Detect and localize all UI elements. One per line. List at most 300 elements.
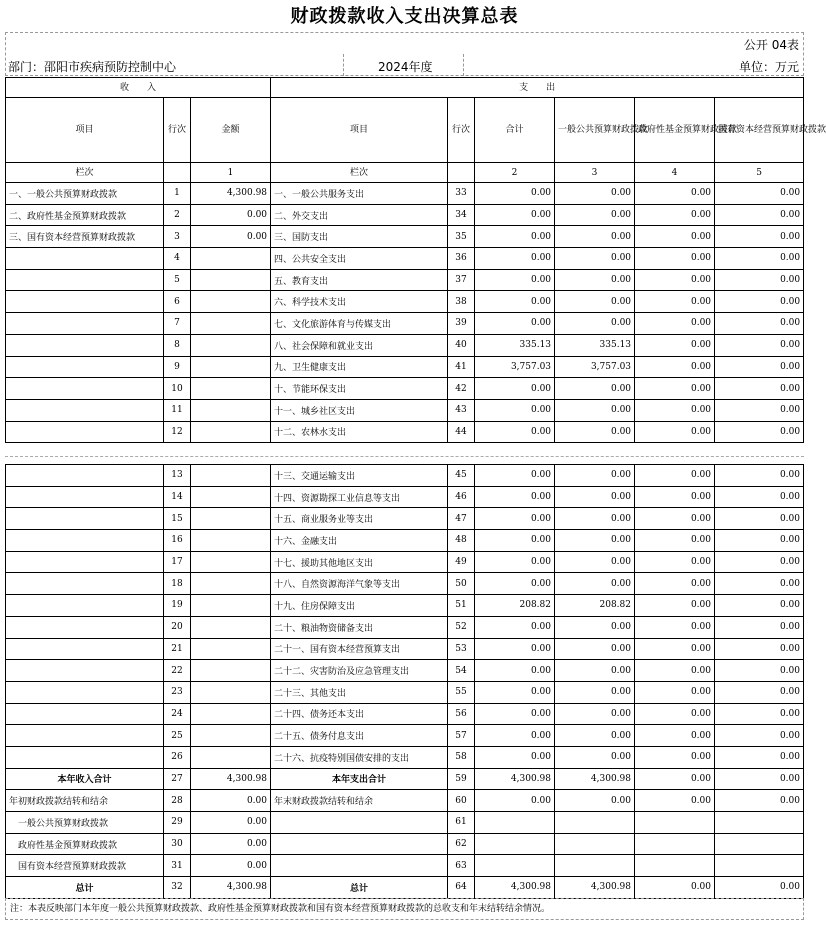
table-row bbox=[6, 508, 804, 530]
income-rowno-cell: 6 bbox=[164, 291, 191, 313]
expense-rowno-cell: 47 bbox=[448, 508, 475, 530]
income-rowno-cell: 23 bbox=[164, 681, 191, 703]
income-amount-cell bbox=[191, 746, 271, 768]
income-amount-cell bbox=[191, 269, 271, 291]
footnote: 注：本表反映部门本年度一般公共预算财政拨款、政府性基金预算财政拨款和国有资本经营预算财政拨款的总收支和年末结转结余情况。 bbox=[5, 898, 804, 920]
income-rowno-cell: 22 bbox=[164, 660, 191, 682]
general-budget-cell: 0.00 bbox=[555, 399, 635, 421]
income-amount-cell bbox=[191, 703, 271, 725]
income-item-cell bbox=[6, 573, 164, 595]
income-amount-cell bbox=[191, 334, 271, 356]
gov-fund-cell: 0.00 bbox=[635, 703, 715, 725]
total-cell: 0.00 bbox=[475, 508, 555, 530]
expense-rowno-cell: 61 bbox=[448, 812, 475, 834]
expense-item-header: 项目 bbox=[271, 98, 448, 163]
income-item-cell bbox=[6, 530, 164, 552]
expense-rowno-cell: 34 bbox=[448, 204, 475, 226]
expense-item-cell: 二十三、其他支出 bbox=[271, 681, 448, 703]
expense-rowno-cell: 43 bbox=[448, 399, 475, 421]
general-budget-cell: 4,300.98 bbox=[555, 768, 635, 790]
gov-fund-cell: 0.00 bbox=[635, 378, 715, 400]
state-capital-cell: 0.00 bbox=[715, 768, 804, 790]
table-row bbox=[6, 465, 804, 487]
expense-rowno-cell: 37 bbox=[448, 269, 475, 291]
finance-table-page1 bbox=[5, 77, 826, 443]
table-row bbox=[6, 486, 804, 508]
income-rowno-cell: 31 bbox=[164, 855, 191, 877]
expense-rowno-cell: 42 bbox=[448, 378, 475, 400]
table-row bbox=[6, 334, 804, 356]
income-item-cell: 本年收入合计 bbox=[6, 768, 164, 790]
gov-fund-cell: 0.00 bbox=[635, 486, 715, 508]
expense-header: 支 出 bbox=[271, 78, 804, 98]
gov-fund-cell: 0.00 bbox=[635, 573, 715, 595]
general-budget-cell: 0.00 bbox=[555, 508, 635, 530]
total-cell: 0.00 bbox=[475, 378, 555, 400]
income-item-cell bbox=[6, 660, 164, 682]
income-rowno-cell: 21 bbox=[164, 638, 191, 660]
expense-item-cell: 十七、援助其他地区支出 bbox=[271, 551, 448, 573]
table-row bbox=[6, 421, 804, 443]
general-budget-header: 一般公共预算财政拨款 bbox=[555, 98, 635, 163]
table-row bbox=[6, 313, 804, 335]
state-capital-cell: 0.00 bbox=[715, 877, 804, 899]
expense-rowno-cell: 60 bbox=[448, 790, 475, 812]
department-label: 部门：邵阳市疾病预防控制中心 bbox=[8, 60, 177, 74]
gov-fund-cell bbox=[635, 833, 715, 855]
total-cell: 0.00 bbox=[475, 204, 555, 226]
state-capital-cell: 0.00 bbox=[715, 313, 804, 335]
expense-item-cell: 二十四、债务还本支出 bbox=[271, 703, 448, 725]
expense-item-cell: 二十五、债务付息支出 bbox=[271, 725, 448, 747]
state-capital-cell: 0.00 bbox=[715, 790, 804, 812]
expense-rowno-cell: 52 bbox=[448, 616, 475, 638]
general-budget-cell: 208.82 bbox=[555, 595, 635, 617]
income-amount-cell bbox=[191, 551, 271, 573]
income-amount-cell: 4,300.98 bbox=[191, 183, 271, 205]
total-cell: 0.00 bbox=[475, 421, 555, 443]
state-capital-cell: 0.00 bbox=[715, 746, 804, 768]
income-item-cell bbox=[6, 616, 164, 638]
total-cell: 0.00 bbox=[475, 465, 555, 487]
state-capital-cell: 0.00 bbox=[715, 703, 804, 725]
income-amount-cell bbox=[191, 660, 271, 682]
table-row bbox=[6, 183, 804, 205]
gov-fund-cell: 0.00 bbox=[635, 183, 715, 205]
gov-fund-cell: 0.00 bbox=[635, 399, 715, 421]
gov-fund-cell: 0.00 bbox=[635, 291, 715, 313]
income-item-cell: 三、国有资本经营预算财政拨款 bbox=[6, 226, 164, 248]
expense-item-cell: 十八、自然资源海洋气象等支出 bbox=[271, 573, 448, 595]
income-rowno-cell: 5 bbox=[164, 269, 191, 291]
expense-rowno-cell: 39 bbox=[448, 313, 475, 335]
income-rowno-cell: 16 bbox=[164, 530, 191, 552]
general-budget-cell: 0.00 bbox=[555, 530, 635, 552]
total-cell: 0.00 bbox=[475, 703, 555, 725]
income-item-cell bbox=[6, 746, 164, 768]
expense-item-cell: 二十一、国有资本经营预算支出 bbox=[271, 638, 448, 660]
income-amount-cell bbox=[191, 508, 271, 530]
expense-rowno-cell: 54 bbox=[448, 660, 475, 682]
total-cell: 0.00 bbox=[475, 790, 555, 812]
expense-item-cell: 八、社会保障和就业支出 bbox=[271, 334, 448, 356]
income-rowno-cell: 3 bbox=[164, 226, 191, 248]
general-budget-cell: 0.00 bbox=[555, 790, 635, 812]
expense-rowno-cell: 50 bbox=[448, 573, 475, 595]
table-row bbox=[6, 204, 804, 226]
column-header-row bbox=[6, 98, 804, 163]
gov-fund-cell bbox=[635, 812, 715, 834]
gov-fund-cell: 0.00 bbox=[635, 421, 715, 443]
total-cell bbox=[475, 855, 555, 877]
table-row bbox=[6, 638, 804, 660]
expense-item-cell: 十四、资源勘探工业信息等支出 bbox=[271, 486, 448, 508]
income-item-cell bbox=[6, 378, 164, 400]
general-budget-cell: 0.00 bbox=[555, 226, 635, 248]
state-capital-cell: 0.00 bbox=[715, 291, 804, 313]
total-cell: 335.13 bbox=[475, 334, 555, 356]
col-index-empty bbox=[164, 163, 191, 183]
total-cell bbox=[475, 833, 555, 855]
general-budget-cell: 0.00 bbox=[555, 269, 635, 291]
income-item-cell bbox=[6, 681, 164, 703]
income-rowno-cell: 30 bbox=[164, 833, 191, 855]
table-row bbox=[6, 291, 804, 313]
general-budget-cell: 0.00 bbox=[555, 486, 635, 508]
income-rowno-cell: 2 bbox=[164, 204, 191, 226]
income-amount-cell: 0.00 bbox=[191, 833, 271, 855]
income-rowno-cell: 25 bbox=[164, 725, 191, 747]
state-capital-cell bbox=[715, 812, 804, 834]
income-rowno-cell: 1 bbox=[164, 183, 191, 205]
expense-item-cell: 十三、交通运输支出 bbox=[271, 465, 448, 487]
expense-rowno-cell: 35 bbox=[448, 226, 475, 248]
income-item-cell: 国有资本经营预算财政拨款 bbox=[6, 855, 164, 877]
income-item-cell bbox=[6, 421, 164, 443]
income-item-cell bbox=[6, 356, 164, 378]
total-cell: 0.00 bbox=[475, 616, 555, 638]
income-rowno-cell: 17 bbox=[164, 551, 191, 573]
income-rowno-cell: 10 bbox=[164, 378, 191, 400]
state-capital-cell: 0.00 bbox=[715, 660, 804, 682]
table-row bbox=[6, 833, 804, 855]
table-row bbox=[6, 877, 804, 899]
income-rowno-cell: 19 bbox=[164, 595, 191, 617]
state-capital-cell: 0.00 bbox=[715, 204, 804, 226]
total-cell: 0.00 bbox=[475, 226, 555, 248]
meta-divider bbox=[463, 54, 464, 76]
income-amount-cell bbox=[191, 595, 271, 617]
income-amount-cell: 0.00 bbox=[191, 790, 271, 812]
income-item-cell bbox=[6, 334, 164, 356]
income-amount-cell bbox=[191, 465, 271, 487]
income-amount-cell bbox=[191, 421, 271, 443]
general-budget-cell: 0.00 bbox=[555, 660, 635, 682]
general-budget-cell bbox=[555, 855, 635, 877]
expense-rowno-cell: 41 bbox=[448, 356, 475, 378]
gov-fund-cell: 0.00 bbox=[635, 508, 715, 530]
state-capital-cell: 0.00 bbox=[715, 248, 804, 270]
expense-rowno-cell: 33 bbox=[448, 183, 475, 205]
expense-item-cell: 十六、金融支出 bbox=[271, 530, 448, 552]
expense-item-cell: 十五、商业服务业等支出 bbox=[271, 508, 448, 530]
income-amount-cell: 0.00 bbox=[191, 204, 271, 226]
expense-item-cell: 年末财政拨款结转和结余 bbox=[271, 790, 448, 812]
state-capital-cell: 0.00 bbox=[715, 269, 804, 291]
general-budget-cell: 0.00 bbox=[555, 703, 635, 725]
col-index-5: 5 bbox=[715, 163, 804, 183]
income-item-cell bbox=[6, 703, 164, 725]
table-row bbox=[6, 812, 804, 834]
expense-rowno-cell: 40 bbox=[448, 334, 475, 356]
income-item-cell bbox=[6, 638, 164, 660]
table-row bbox=[6, 746, 804, 768]
expense-rowno-cell: 62 bbox=[448, 833, 475, 855]
income-rowno-cell: 8 bbox=[164, 334, 191, 356]
general-budget-cell: 0.00 bbox=[555, 248, 635, 270]
income-header: 收 入 bbox=[6, 78, 271, 98]
income-amount-cell: 4,300.98 bbox=[191, 877, 271, 899]
income-rowno-cell: 12 bbox=[164, 421, 191, 443]
expense-item-cell: 九、卫生健康支出 bbox=[271, 356, 448, 378]
income-rowno-cell: 4 bbox=[164, 248, 191, 270]
table-row bbox=[6, 595, 804, 617]
expense-rowno-cell: 44 bbox=[448, 421, 475, 443]
income-amount-header: 金额 bbox=[191, 98, 271, 163]
table-row bbox=[6, 356, 804, 378]
income-rowno-cell: 15 bbox=[164, 508, 191, 530]
state-capital-cell: 0.00 bbox=[715, 399, 804, 421]
income-item-cell: 年初财政拨款结转和结余 bbox=[6, 790, 164, 812]
expense-rowno-cell: 38 bbox=[448, 291, 475, 313]
income-item-cell bbox=[6, 399, 164, 421]
table-row bbox=[6, 725, 804, 747]
expense-item-cell: 十、节能环保支出 bbox=[271, 378, 448, 400]
page-break bbox=[0, 452, 809, 462]
income-amount-cell bbox=[191, 638, 271, 660]
gov-fund-cell: 0.00 bbox=[635, 616, 715, 638]
general-budget-cell: 0.00 bbox=[555, 638, 635, 660]
total-cell: 0.00 bbox=[475, 248, 555, 270]
income-item-cell: 二、政府性基金预算财政拨款 bbox=[6, 204, 164, 226]
expense-item-cell: 十二、农林水支出 bbox=[271, 421, 448, 443]
expense-item-cell: 本年支出合计 bbox=[271, 768, 448, 790]
income-item-cell bbox=[6, 248, 164, 270]
table-row bbox=[6, 248, 804, 270]
income-rowno-cell: 27 bbox=[164, 768, 191, 790]
expense-rowno-cell: 57 bbox=[448, 725, 475, 747]
expense-rowno-cell: 63 bbox=[448, 855, 475, 877]
expense-rowno-cell: 53 bbox=[448, 638, 475, 660]
state-capital-cell: 0.00 bbox=[715, 334, 804, 356]
expense-rowno-cell: 45 bbox=[448, 465, 475, 487]
meta-divider bbox=[343, 54, 344, 76]
table-row bbox=[6, 573, 804, 595]
gov-fund-cell: 0.00 bbox=[635, 638, 715, 660]
income-rowno-cell: 7 bbox=[164, 313, 191, 335]
total-cell: 4,300.98 bbox=[475, 877, 555, 899]
gov-fund-cell: 0.00 bbox=[635, 204, 715, 226]
gov-fund-cell: 0.00 bbox=[635, 530, 715, 552]
income-rowno-cell: 26 bbox=[164, 746, 191, 768]
income-amount-cell: 0.00 bbox=[191, 812, 271, 834]
general-budget-cell: 0.00 bbox=[555, 681, 635, 703]
total-cell: 0.00 bbox=[475, 313, 555, 335]
total-cell: 0.00 bbox=[475, 638, 555, 660]
gov-fund-cell: 0.00 bbox=[635, 465, 715, 487]
gov-fund-cell: 0.00 bbox=[635, 681, 715, 703]
expense-rowno-cell: 46 bbox=[448, 486, 475, 508]
expense-rowno-cell: 49 bbox=[448, 551, 475, 573]
total-cell: 0.00 bbox=[475, 530, 555, 552]
gov-fund-cell: 0.00 bbox=[635, 356, 715, 378]
total-cell: 208.82 bbox=[475, 595, 555, 617]
general-budget-cell: 0.00 bbox=[555, 573, 635, 595]
report-title: 财政拨款收入支出决算总表 bbox=[290, 6, 519, 27]
table-row bbox=[6, 530, 804, 552]
table-row bbox=[6, 226, 804, 248]
total-cell: 0.00 bbox=[475, 291, 555, 313]
general-budget-cell: 4,300.98 bbox=[555, 877, 635, 899]
income-amount-cell bbox=[191, 313, 271, 335]
income-rowno-cell: 29 bbox=[164, 812, 191, 834]
income-rowno-cell: 24 bbox=[164, 703, 191, 725]
state-capital-cell: 0.00 bbox=[715, 421, 804, 443]
income-item-cell: 政府性基金预算财政拨款 bbox=[6, 833, 164, 855]
income-rowno-cell: 13 bbox=[164, 465, 191, 487]
table-row bbox=[6, 269, 804, 291]
income-amount-cell bbox=[191, 399, 271, 421]
expense-item-cell: 总计 bbox=[271, 877, 448, 899]
general-budget-cell: 335.13 bbox=[555, 334, 635, 356]
total-cell: 0.00 bbox=[475, 573, 555, 595]
income-amount-cell bbox=[191, 725, 271, 747]
state-capital-cell: 0.00 bbox=[715, 638, 804, 660]
table-row bbox=[6, 399, 804, 421]
income-amount-cell bbox=[191, 616, 271, 638]
gov-fund-cell: 0.00 bbox=[635, 746, 715, 768]
general-budget-cell: 0.00 bbox=[555, 465, 635, 487]
state-capital-cell: 0.00 bbox=[715, 530, 804, 552]
gov-fund-cell: 0.00 bbox=[635, 790, 715, 812]
state-capital-cell bbox=[715, 833, 804, 855]
total-cell: 0.00 bbox=[475, 399, 555, 421]
expense-rowno-cell: 58 bbox=[448, 746, 475, 768]
col-label: 栏次 bbox=[271, 163, 448, 183]
income-amount-cell bbox=[191, 573, 271, 595]
total-cell: 0.00 bbox=[475, 551, 555, 573]
total-cell: 3,757.03 bbox=[475, 356, 555, 378]
state-capital-cell: 0.00 bbox=[715, 725, 804, 747]
table-row bbox=[6, 660, 804, 682]
expense-rowno-cell: 59 bbox=[448, 768, 475, 790]
col-index-empty bbox=[448, 163, 475, 183]
income-item-cell bbox=[6, 465, 164, 487]
income-amount-cell bbox=[191, 486, 271, 508]
state-capital-cell: 0.00 bbox=[715, 183, 804, 205]
general-budget-cell: 0.00 bbox=[555, 746, 635, 768]
gov-fund-cell: 0.00 bbox=[635, 725, 715, 747]
income-item-cell bbox=[6, 269, 164, 291]
income-item-cell: 一、一般公共预算财政拨款 bbox=[6, 183, 164, 205]
general-budget-cell bbox=[555, 812, 635, 834]
expense-rowno-cell: 48 bbox=[448, 530, 475, 552]
gov-fund-cell: 0.00 bbox=[635, 595, 715, 617]
expense-item-cell: 二十、粮油物资储备支出 bbox=[271, 616, 448, 638]
table-row bbox=[6, 681, 804, 703]
expense-rowno-cell: 64 bbox=[448, 877, 475, 899]
income-rowno-cell: 9 bbox=[164, 356, 191, 378]
form-code: 公开 04表 bbox=[743, 38, 799, 52]
state-capital-cell: 0.00 bbox=[715, 356, 804, 378]
expense-item-cell bbox=[271, 812, 448, 834]
expense-item-cell: 二、外交支出 bbox=[271, 204, 448, 226]
total-cell bbox=[475, 812, 555, 834]
general-budget-cell: 0.00 bbox=[555, 378, 635, 400]
expense-item-cell bbox=[271, 855, 448, 877]
expense-item-cell: 三、国防支出 bbox=[271, 226, 448, 248]
col-label: 栏次 bbox=[6, 163, 164, 183]
state-capital-cell: 0.00 bbox=[715, 508, 804, 530]
income-item-cell bbox=[6, 595, 164, 617]
total-cell: 4,300.98 bbox=[475, 768, 555, 790]
state-capital-cell: 0.00 bbox=[715, 573, 804, 595]
expense-item-cell bbox=[271, 833, 448, 855]
state-capital-cell: 0.00 bbox=[715, 595, 804, 617]
income-rowno-cell: 20 bbox=[164, 616, 191, 638]
total-cell: 0.00 bbox=[475, 746, 555, 768]
table-row bbox=[6, 768, 804, 790]
gov-fund-cell bbox=[635, 855, 715, 877]
state-capital-cell: 0.00 bbox=[715, 378, 804, 400]
general-budget-cell: 0.00 bbox=[555, 616, 635, 638]
state-capital-cell: 0.00 bbox=[715, 465, 804, 487]
income-amount-cell bbox=[191, 378, 271, 400]
report-year: 2024年度 bbox=[378, 60, 433, 74]
table-row bbox=[6, 378, 804, 400]
general-budget-cell bbox=[555, 833, 635, 855]
income-amount-cell bbox=[191, 291, 271, 313]
general-budget-cell: 0.00 bbox=[555, 421, 635, 443]
income-item-cell bbox=[6, 725, 164, 747]
income-amount-cell: 0.00 bbox=[191, 855, 271, 877]
column-index-row bbox=[6, 163, 804, 183]
table-row bbox=[6, 703, 804, 725]
state-capital-cell: 0.00 bbox=[715, 551, 804, 573]
income-item-cell: 一般公共预算财政拨款 bbox=[6, 812, 164, 834]
expense-item-cell: 五、教育支出 bbox=[271, 269, 448, 291]
expense-rowno-header: 行次 bbox=[448, 98, 475, 163]
general-budget-cell: 0.00 bbox=[555, 204, 635, 226]
income-amount-cell bbox=[191, 356, 271, 378]
total-header: 合计 bbox=[475, 98, 555, 163]
expense-item-cell: 四、公共安全支出 bbox=[271, 248, 448, 270]
col-index-4: 4 bbox=[635, 163, 715, 183]
state-capital-cell: 0.00 bbox=[715, 681, 804, 703]
total-cell: 0.00 bbox=[475, 725, 555, 747]
table-row bbox=[6, 616, 804, 638]
expense-rowno-cell: 36 bbox=[448, 248, 475, 270]
income-rowno-cell: 14 bbox=[164, 486, 191, 508]
total-cell: 0.00 bbox=[475, 269, 555, 291]
income-amount-cell: 4,300.98 bbox=[191, 768, 271, 790]
gov-fund-cell: 0.00 bbox=[635, 660, 715, 682]
general-budget-cell: 0.00 bbox=[555, 313, 635, 335]
expense-rowno-cell: 55 bbox=[448, 681, 475, 703]
total-cell: 0.00 bbox=[475, 681, 555, 703]
state-capital-cell bbox=[715, 855, 804, 877]
state-capital-cell: 0.00 bbox=[715, 226, 804, 248]
